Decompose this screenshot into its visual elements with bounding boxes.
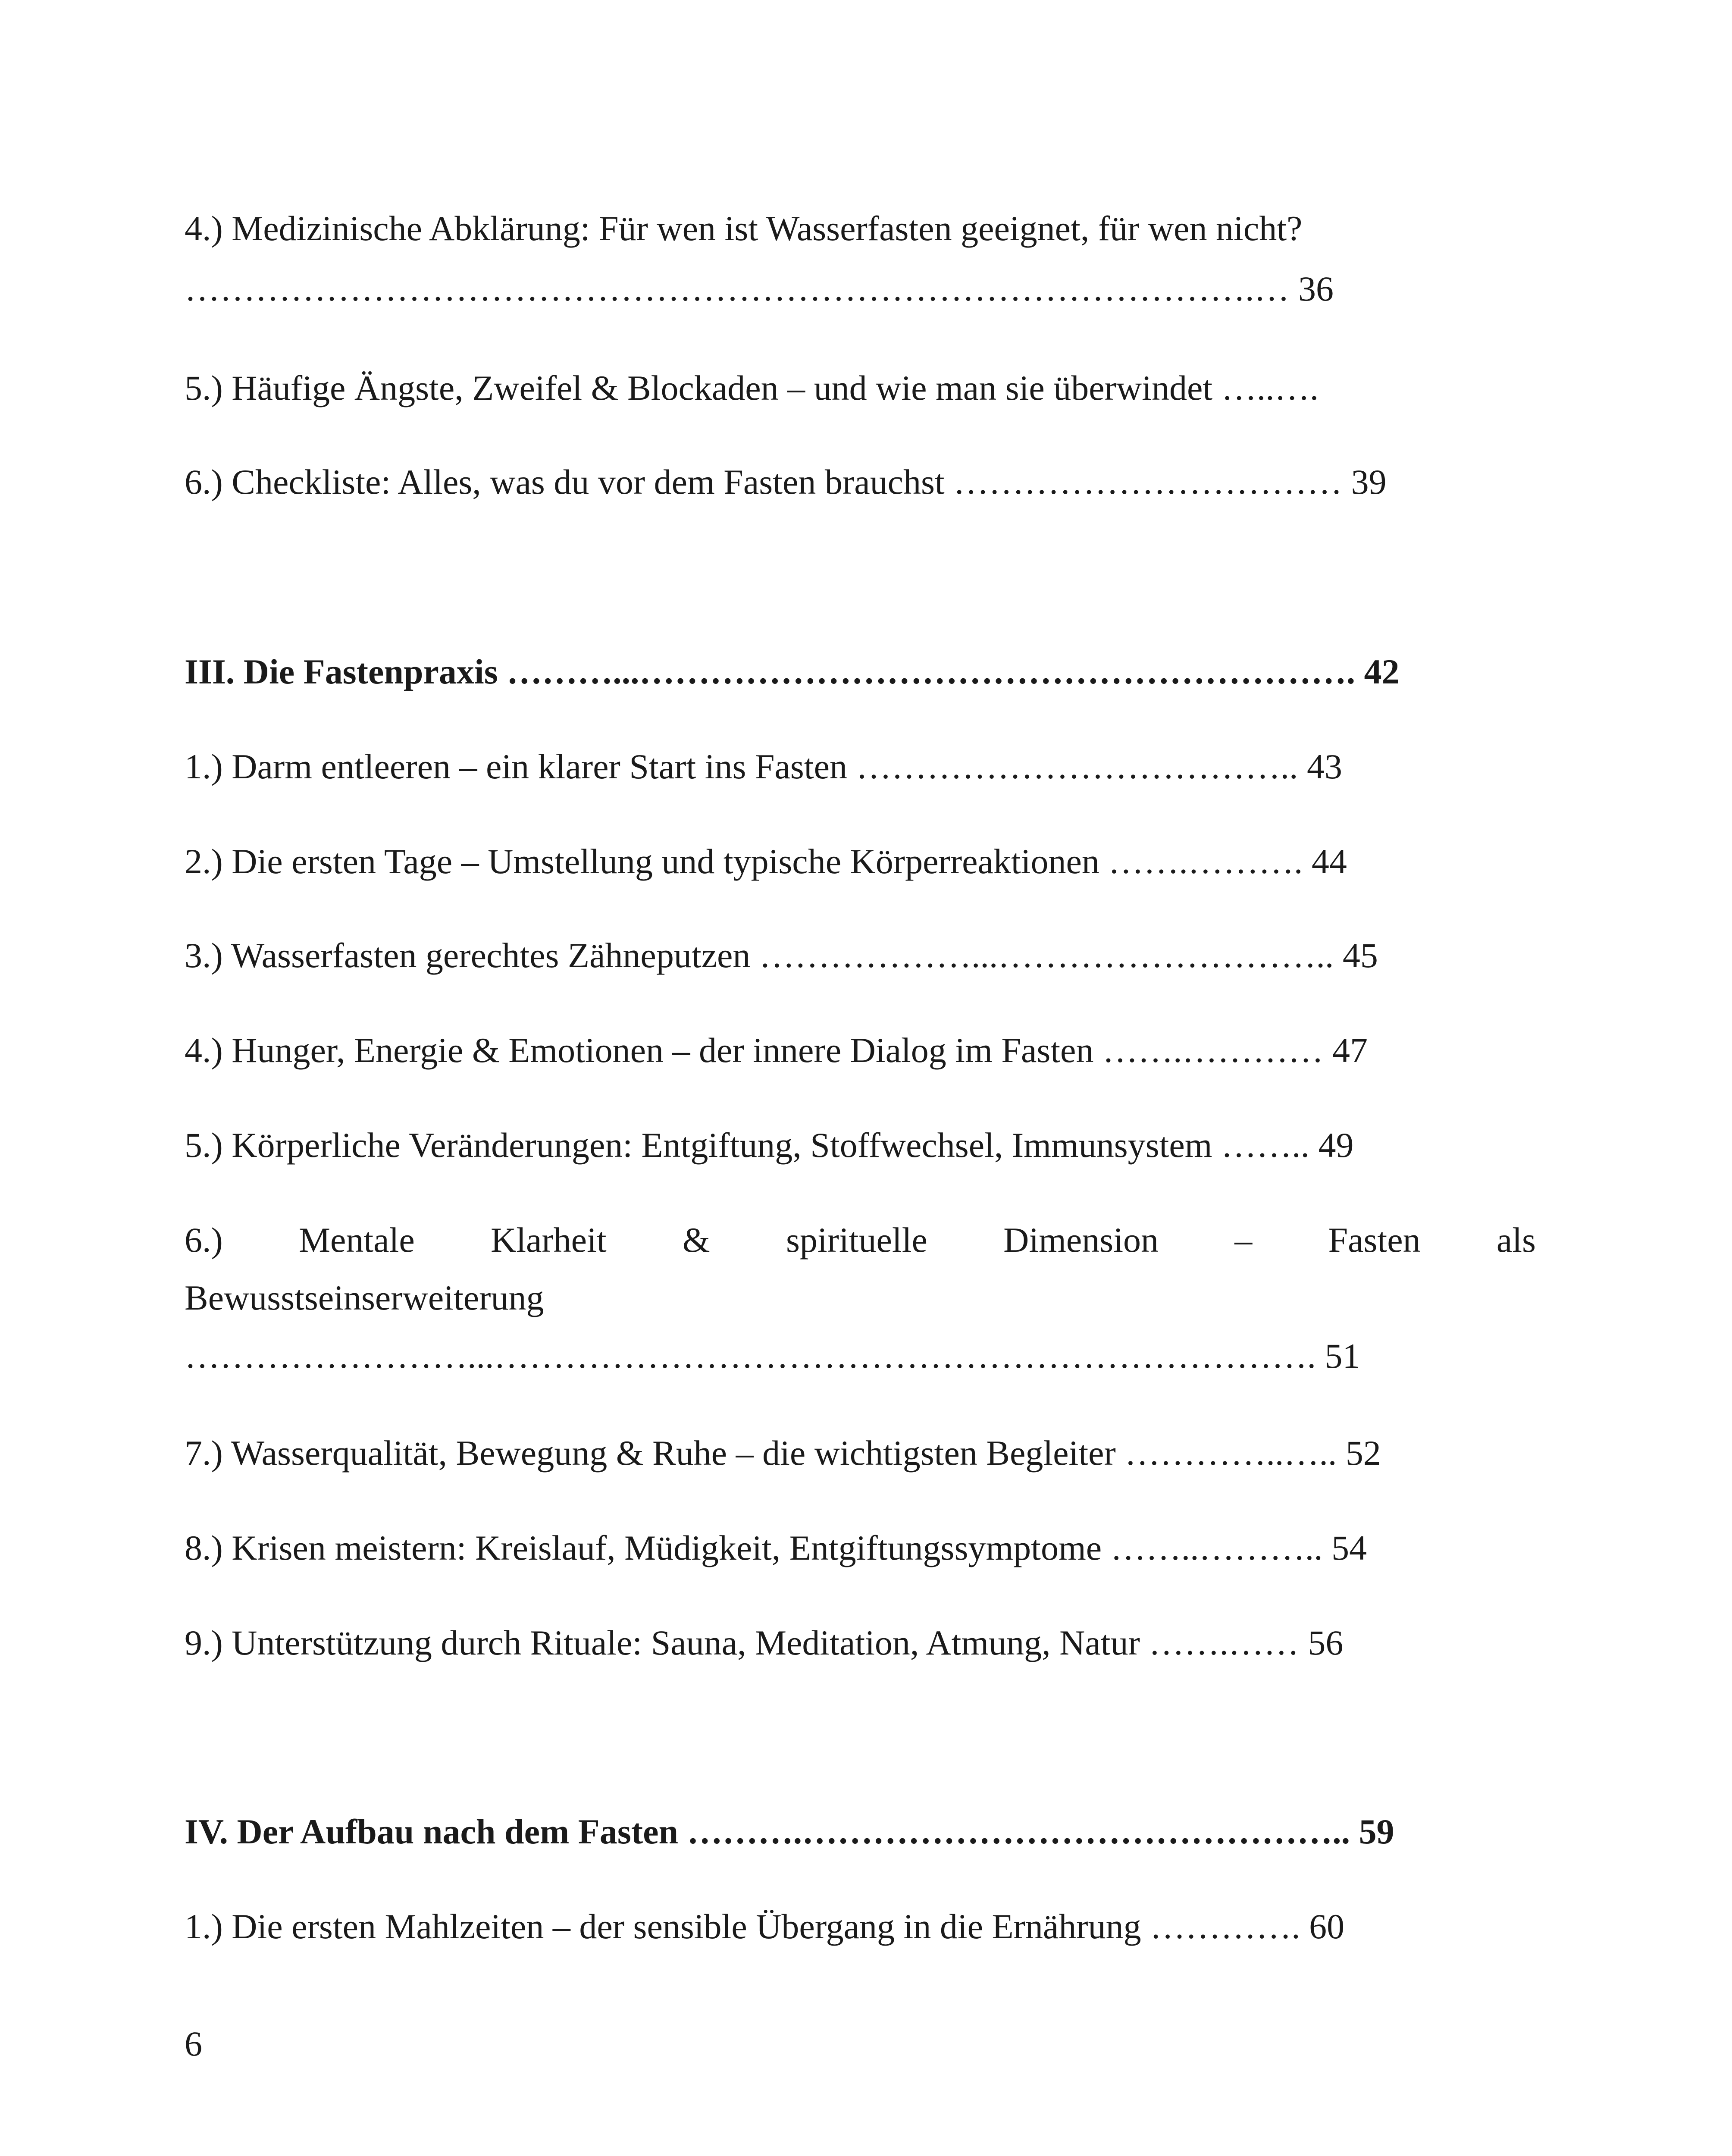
toc-entry-3-6-continuation: Bewusstseinserweiterung xyxy=(185,1278,544,1317)
toc-word: spirituelle xyxy=(786,1220,927,1260)
toc-entry-2-6: 6.) Checkliste: Alles, was du vor dem Fasten brauchst …………………………… 39 xyxy=(185,462,1387,501)
toc-word: Fasten xyxy=(1328,1220,1421,1260)
toc-entry-2-4-dots: ……………………………………………………………………………….… 36 xyxy=(185,269,1334,308)
page-number: 6 xyxy=(185,2024,202,2063)
toc-entry-3-1: 1.) Darm entleeren – ein klarer Start ins Fasten ……………………………….. 43 xyxy=(185,747,1342,786)
toc-entry-3-9: 9.) Unterstützung durch Rituale: Sauna, Meditation, Atmung, Natur …….…… 56 xyxy=(185,1623,1344,1662)
toc-entry-3-6-dots: ……………………...……………………………………………………………. 51 xyxy=(185,1336,1360,1376)
toc-entry-3-2: 2.) Die ersten Tage – Umstellung und typische Körperreaktionen …….………. 44 xyxy=(185,842,1347,881)
toc-word: Dimension xyxy=(1003,1220,1159,1260)
toc-word: Klarheit xyxy=(490,1220,607,1260)
toc-entry-3-8: 8.) Krisen meistern: Kreislauf, Müdigkeit, Entgiftungssymptome ……..……….. 54 xyxy=(185,1528,1367,1567)
toc-entry-2-4: 4.) Medizinische Abklärung: Für wen ist Wasserfasten geeignet, für wen nicht? xyxy=(185,209,1303,248)
toc-entry-3-5: 5.) Körperliche Veränderungen: Entgiftung, Stoffwechsel, Immunsystem …….. 49 xyxy=(185,1125,1354,1165)
toc-word: Mentale xyxy=(299,1220,415,1260)
toc-section-4-heading: IV. Der Aufbau nach dem Fasten ……….……………………………………….. 59 xyxy=(185,1812,1394,1851)
toc-word: 6.) xyxy=(185,1220,223,1260)
toc-entry-3-3: 3.) Wasserfasten gerechtes Zähneputzen ………………...……………………….. 45 xyxy=(185,936,1378,975)
toc-entry-4-1: 1.) Die ersten Mahlzeiten – der sensible Übergang in die Ernährung …………. 60 xyxy=(185,1907,1345,1946)
toc-word: – xyxy=(1234,1220,1253,1260)
toc-section-3-heading: III. Die Fastenpraxis ………...……………………………………………………. 42 xyxy=(185,652,1400,691)
toc-word: als xyxy=(1496,1220,1536,1260)
toc-entry-3-7: 7.) Wasserqualität, Bewegung & Ruhe – die wichtigsten Begleiter …………..….. 52 xyxy=(185,1433,1381,1473)
toc-entry-3-4: 4.) Hunger, Energie & Emotionen – der innere Dialog im Fasten …….………… 47 xyxy=(185,1031,1368,1070)
toc-word: & xyxy=(682,1220,710,1260)
toc-entry-3-6 xyxy=(185,1219,1536,1262)
toc-entry-2-5: 5.) Häufige Ängste, Zweifel & Blockaden – und wie man sie überwindet …..…. xyxy=(185,368,1319,407)
